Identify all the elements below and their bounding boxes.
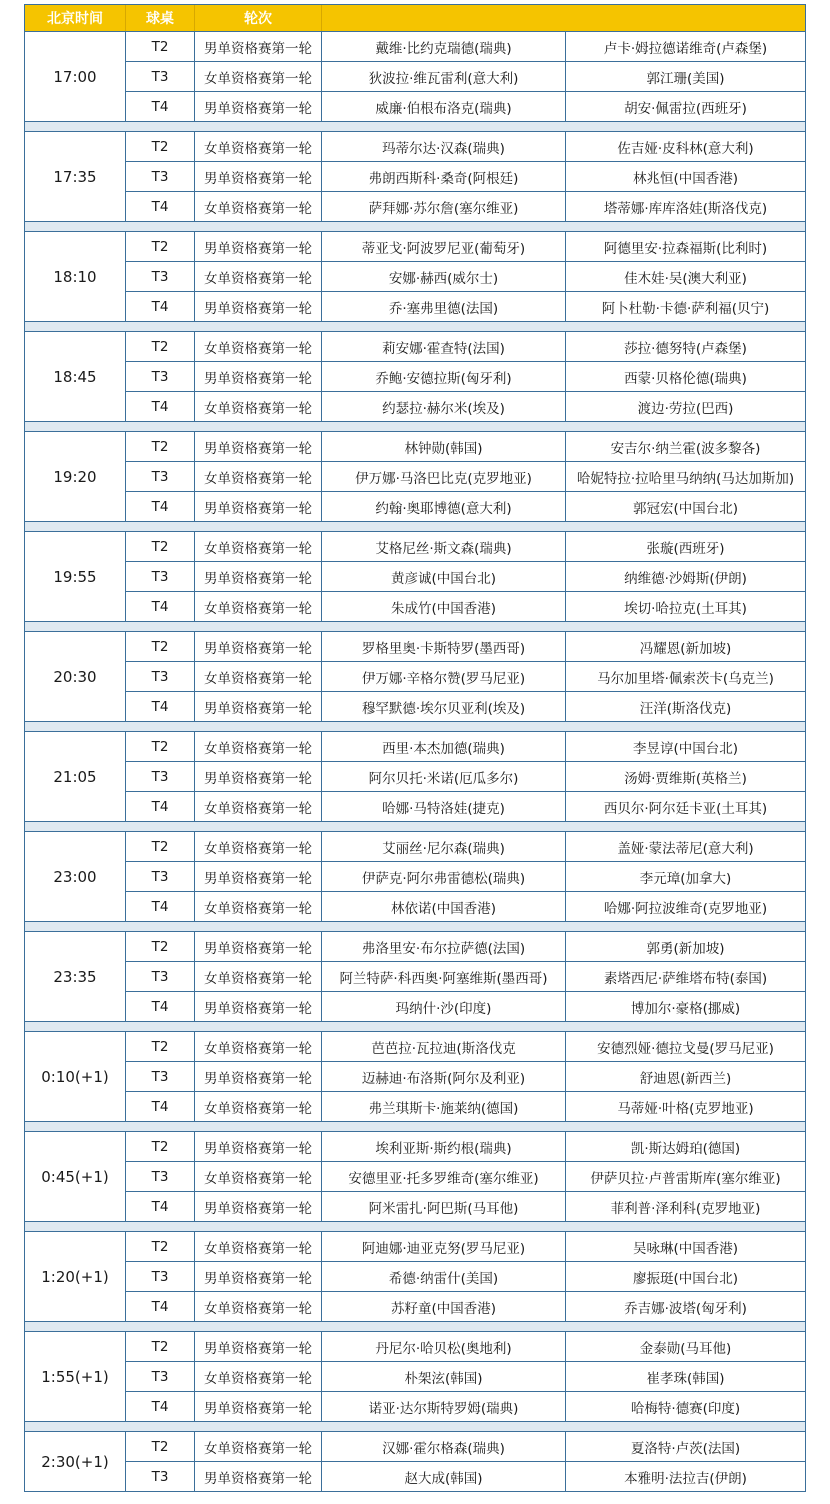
table-row (126, 1292, 805, 1321)
player-two: 夏洛特·卢茨(法国) (630, 1440, 741, 1457)
player-two: 郭江珊(美国) (646, 70, 725, 87)
player-one: 威廉·伯根布洛克(瑞典) (322, 92, 566, 121)
table-row (126, 662, 805, 692)
table-body (24, 31, 806, 1492)
court: T2 (126, 32, 195, 61)
table-row (126, 32, 805, 62)
player-one: 约翰·奥耶博德(意大利) (322, 492, 566, 521)
court: T2 (126, 632, 195, 661)
round: 女单资格赛第一轮 (195, 462, 322, 491)
court: T3 (126, 62, 195, 91)
table-row (126, 1032, 805, 1062)
court: T4 (126, 592, 195, 621)
player-two: 佳木娃·吴(澳大利亚) (624, 270, 747, 287)
table-row (126, 892, 805, 921)
court: T2 (126, 532, 195, 561)
table-row (126, 532, 805, 562)
round: 女单资格赛第一轮 (195, 832, 322, 861)
table-row (126, 1432, 805, 1462)
beijing-time: 21:05 (25, 732, 126, 821)
table-row (126, 1232, 805, 1262)
player-two: 本雅明·法拉吉(伊朗) (624, 1470, 747, 1487)
beijing-time: 20:30 (25, 632, 126, 721)
round: 女单资格赛第一轮 (195, 532, 322, 561)
player-one: 林依诺(中国香港) (322, 892, 566, 921)
table-row (126, 1062, 805, 1092)
court: T4 (126, 392, 195, 421)
court: T2 (126, 732, 195, 761)
player-two: 素塔西尼·萨维塔布特(泰国) (603, 970, 768, 987)
player-one: 黄彦诚(中国台北) (322, 562, 566, 591)
round: 男单资格赛第一轮 (195, 762, 322, 791)
player-one: 乔鲍·安德拉斯(匈牙利) (322, 362, 566, 391)
court: T3 (126, 862, 195, 891)
table-row (126, 392, 805, 421)
round: 女单资格赛第一轮 (195, 662, 322, 691)
player-two: 安吉尔·纳兰霍(波多黎各) (610, 440, 761, 457)
round: 男单资格赛第一轮 (195, 1192, 322, 1221)
court: T3 (126, 1062, 195, 1091)
player-two: 马尔加里塔·佩索茨卡(乌克兰) (597, 670, 774, 687)
player-two: 哈娜·阿拉波维奇(克罗地亚) (603, 900, 768, 917)
table-row (126, 1162, 805, 1192)
player-one: 赵大成(韩国) (322, 1462, 566, 1491)
player-one: 林钟勋(韩国) (322, 432, 566, 461)
round: 女单资格赛第一轮 (195, 192, 322, 221)
round: 女单资格赛第一轮 (195, 592, 322, 621)
block-separator (24, 1422, 806, 1431)
round: 男单资格赛第一轮 (195, 32, 322, 61)
round: 男单资格赛第一轮 (195, 362, 322, 391)
player-one: 狄波拉·维瓦雷利(意大利) (322, 62, 566, 91)
round: 男单资格赛第一轮 (195, 1262, 322, 1291)
court: T2 (126, 1432, 195, 1461)
time-block (24, 1031, 806, 1122)
court: T2 (126, 832, 195, 861)
court: T4 (126, 492, 195, 521)
player-two: 冯耀恩(新加坡) (639, 640, 732, 657)
court: T4 (126, 1092, 195, 1121)
round: 女单资格赛第一轮 (195, 62, 322, 91)
player-two: 渡边·劳拉(巴西) (637, 400, 734, 417)
round: 女单资格赛第一轮 (195, 1292, 322, 1321)
table-row (126, 192, 805, 221)
player-one: 伊万娜·马洛巴比克(克罗地亚) (322, 462, 566, 491)
court: T2 (126, 432, 195, 461)
block-separator (24, 722, 806, 731)
table-row (126, 1392, 805, 1421)
player-one: 阿尔贝托·米诺(厄瓜多尔) (322, 762, 566, 791)
player-two: 安德烈娅·德拉戈曼(罗马尼亚) (597, 1040, 774, 1057)
round: 女单资格赛第一轮 (195, 1092, 322, 1121)
round: 男单资格赛第一轮 (195, 232, 322, 261)
time-block (24, 631, 806, 722)
beijing-time: 23:35 (25, 932, 126, 1021)
player-two: 崔孝珠(韩国) (646, 1370, 725, 1387)
table-row (126, 832, 805, 862)
player-one: 穆罕默德·埃尔贝亚利(埃及) (322, 692, 566, 721)
table-row (126, 592, 805, 621)
player-two: 盖娅·蒙法蒂尼(意大利) (617, 840, 754, 857)
round: 男单资格赛第一轮 (195, 992, 322, 1021)
player-one: 艾丽丝·尼尔森(瑞典) (322, 832, 566, 861)
header-round: 轮次 (195, 5, 322, 31)
block-separator (24, 422, 806, 431)
player-two: 李昱谆(中国台北) (632, 740, 739, 757)
court: T4 (126, 692, 195, 721)
player-two: 哈妮特拉·拉哈里马纳纳(马达加斯加) (576, 470, 795, 487)
time-block (24, 1231, 806, 1322)
player-one: 乔·塞弗里德(法国) (322, 292, 566, 321)
player-two: 胡安·佩雷拉(西班牙) (624, 100, 747, 117)
player-one: 弗朗西斯科·桑奇(阿根廷) (322, 162, 566, 191)
time-block (24, 131, 806, 222)
block-separator (24, 522, 806, 531)
table-header (24, 4, 806, 31)
round: 男单资格赛第一轮 (195, 632, 322, 661)
player-one: 苏籽童(中国香港) (322, 1292, 566, 1321)
time-block (24, 331, 806, 422)
round: 男单资格赛第一轮 (195, 562, 322, 591)
table-row (126, 92, 805, 121)
beijing-time: 23:00 (25, 832, 126, 921)
table-row (126, 362, 805, 392)
round: 女单资格赛第一轮 (195, 1032, 322, 1061)
table-row (126, 492, 805, 521)
table-row (126, 732, 805, 762)
table-row (126, 1332, 805, 1362)
beijing-time: 0:45(+1) (25, 1132, 126, 1221)
round: 女单资格赛第一轮 (195, 1362, 322, 1391)
round: 男单资格赛第一轮 (195, 432, 322, 461)
block-separator (24, 922, 806, 931)
time-block (24, 231, 806, 322)
court: T3 (126, 162, 195, 191)
block-separator (24, 1322, 806, 1331)
table-row (126, 1092, 805, 1121)
table-row (126, 632, 805, 662)
table-row (126, 862, 805, 892)
round: 女单资格赛第一轮 (195, 1232, 322, 1261)
round: 男单资格赛第一轮 (195, 1132, 322, 1161)
schedule-table (24, 4, 806, 1492)
beijing-time: 1:20(+1) (25, 1232, 126, 1321)
player-two: 金泰勋(马耳他) (639, 1340, 732, 1357)
round: 男单资格赛第一轮 (195, 932, 322, 961)
player-one: 埃利亚斯·斯约根(瑞典) (322, 1132, 566, 1161)
player-two: 纳维德·沙姆斯(伊朗) (624, 570, 747, 587)
time-block (24, 831, 806, 922)
block-separator (24, 122, 806, 131)
player-one: 玛纳什·沙(印度) (322, 992, 566, 1021)
court: T2 (126, 132, 195, 161)
player-two: 廖振珽(中国台北) (632, 1270, 739, 1287)
round: 女单资格赛第一轮 (195, 732, 322, 761)
table-row (126, 762, 805, 792)
court: T3 (126, 1262, 195, 1291)
block-separator (24, 1222, 806, 1231)
beijing-time: 18:45 (25, 332, 126, 421)
player-two: 乔吉娜·波塔(匈牙利) (624, 1300, 747, 1317)
round: 男单资格赛第一轮 (195, 162, 322, 191)
block-separator (24, 622, 806, 631)
header-time: 北京时间 (25, 5, 126, 31)
table-row (126, 292, 805, 321)
court: T4 (126, 192, 195, 221)
player-one: 艾格尼丝·斯文森(瑞典) (322, 532, 566, 561)
round: 女单资格赛第一轮 (195, 892, 322, 921)
court: T3 (126, 262, 195, 291)
block-separator (24, 1122, 806, 1131)
player-one: 安娜·赫西(威尔士) (322, 262, 566, 291)
player-one: 莉安娜·霍查特(法国) (322, 332, 566, 361)
block-separator (24, 322, 806, 331)
player-one: 希德·纳雷什(美国) (322, 1262, 566, 1291)
time-block (24, 31, 806, 122)
player-two: 博加尔·豪格(挪威) (630, 1000, 741, 1017)
round: 男单资格赛第一轮 (195, 862, 322, 891)
table-row (126, 62, 805, 92)
table-row (126, 162, 805, 192)
player-one: 汉娜·霍尔格森(瑞典) (322, 1432, 566, 1461)
court: T3 (126, 1162, 195, 1191)
player-one: 朴架泫(韩国) (322, 1362, 566, 1391)
player-one: 伊萨克·阿尔弗雷德松(瑞典) (322, 862, 566, 891)
player-one: 伊万娜·辛格尔赞(罗马尼亚) (322, 662, 566, 691)
player-one: 迈赫迪·布洛斯(阿尔及利亚) (322, 1062, 566, 1091)
block-separator (24, 222, 806, 231)
player-one: 哈娜·马特洛娃(捷克) (322, 792, 566, 821)
court: T2 (126, 1032, 195, 1061)
player-one: 戴维·比约克瑞德(瑞典) (322, 32, 566, 61)
table-row (126, 462, 805, 492)
player-two: 马蒂娅·叶格(克罗地亚) (617, 1100, 754, 1117)
round: 女单资格赛第一轮 (195, 1432, 322, 1461)
round: 女单资格赛第一轮 (195, 792, 322, 821)
beijing-time: 17:35 (25, 132, 126, 221)
court: T2 (126, 332, 195, 361)
time-block (24, 431, 806, 522)
player-one: 芭芭拉·瓦拉迪(斯洛伐克 (322, 1032, 566, 1061)
player-two: 郭冠宏(中国台北) (632, 500, 739, 517)
player-one: 约瑟拉·赫尔米(埃及) (322, 392, 566, 421)
block-separator (24, 1022, 806, 1031)
court: T4 (126, 892, 195, 921)
court: T4 (126, 1392, 195, 1421)
round: 男单资格赛第一轮 (195, 1392, 322, 1421)
table-row (126, 232, 805, 262)
player-two: 哈梅特·德赛(印度) (630, 1400, 741, 1417)
time-block (24, 531, 806, 622)
player-two: 菲利普·泽利科(克罗地亚) (610, 1200, 761, 1217)
beijing-time: 17:00 (25, 32, 126, 121)
court: T4 (126, 92, 195, 121)
beijing-time: 1:55(+1) (25, 1332, 126, 1421)
player-two: 林兆恒(中国香港) (632, 170, 739, 187)
player-one: 西里·本杰加德(瑞典) (322, 732, 566, 761)
player-one: 玛蒂尔达·汉森(瑞典) (322, 132, 566, 161)
table-row (126, 132, 805, 162)
beijing-time: 0:10(+1) (25, 1032, 126, 1121)
time-block (24, 931, 806, 1022)
table-row (126, 1362, 805, 1392)
player-two: 舒迪恩(新西兰) (639, 1070, 732, 1087)
round: 男单资格赛第一轮 (195, 1062, 322, 1091)
player-one: 阿米雷扎·阿巴斯(马耳他) (322, 1192, 566, 1221)
player-one: 阿兰特萨·科西奥·阿塞维斯(墨西哥) (322, 962, 566, 991)
round: 男单资格赛第一轮 (195, 92, 322, 121)
court: T2 (126, 232, 195, 261)
table-row (126, 262, 805, 292)
round: 女单资格赛第一轮 (195, 962, 322, 991)
player-one: 弗洛里安·布尔拉萨德(法国) (322, 932, 566, 961)
player-one: 诺亚·达尔斯特罗姆(瑞典) (322, 1392, 566, 1421)
player-two: 塔蒂娜·库库洛娃(斯洛伐克) (603, 200, 768, 217)
beijing-time: 2:30(+1) (25, 1432, 126, 1491)
beijing-time: 19:20 (25, 432, 126, 521)
court: T4 (126, 1292, 195, 1321)
court: T3 (126, 762, 195, 791)
court: T2 (126, 1232, 195, 1261)
player-two: 阿卜杜勒·卡德·萨利福(贝宁) (601, 300, 770, 317)
table-row (126, 1262, 805, 1292)
table-row (126, 1192, 805, 1221)
player-one: 弗兰琪斯卡·施莱纳(德国) (322, 1092, 566, 1121)
player-two: 埃切·哈拉克(土耳其) (624, 600, 747, 617)
round: 男单资格赛第一轮 (195, 492, 322, 521)
player-two: 佐吉娅·皮科林(意大利) (617, 140, 754, 157)
player-two: 凯·斯达姆珀(德国) (630, 1140, 741, 1157)
player-two: 西贝尔·阿尔廷卡亚(土耳其) (603, 800, 768, 817)
header-match (322, 5, 805, 31)
table-row (126, 932, 805, 962)
player-two: 张璇(西班牙) (646, 540, 725, 557)
court: T3 (126, 962, 195, 991)
court: T3 (126, 662, 195, 691)
player-one: 阿迪娜·迪亚克努(罗马尼亚) (322, 1232, 566, 1261)
player-two: 阿德里安·拉森福斯(比利时) (603, 240, 768, 257)
court: T4 (126, 1192, 195, 1221)
player-one: 罗格里奥·卡斯特罗(墨西哥) (322, 632, 566, 661)
court: T4 (126, 792, 195, 821)
round: 女单资格赛第一轮 (195, 332, 322, 361)
round: 男单资格赛第一轮 (195, 1462, 322, 1491)
court: T3 (126, 462, 195, 491)
round: 女单资格赛第一轮 (195, 392, 322, 421)
court: T3 (126, 1362, 195, 1391)
court: T4 (126, 992, 195, 1021)
round: 女单资格赛第一轮 (195, 262, 322, 291)
court: T3 (126, 562, 195, 591)
block-separator (24, 822, 806, 831)
round: 男单资格赛第一轮 (195, 292, 322, 321)
round: 女单资格赛第一轮 (195, 1162, 322, 1191)
round: 男单资格赛第一轮 (195, 1332, 322, 1361)
player-two: 卢卡·姆拉德诺维奇(卢森堡) (603, 40, 768, 57)
table-row (126, 1462, 805, 1491)
player-two: 西蒙·贝格伦德(瑞典) (624, 370, 747, 387)
court: T3 (126, 362, 195, 391)
header-court: 球桌 (126, 5, 195, 31)
round: 女单资格赛第一轮 (195, 132, 322, 161)
table-row (126, 692, 805, 721)
table-row (126, 992, 805, 1021)
time-block (24, 731, 806, 822)
player-two: 汪洋(斯洛伐克) (639, 700, 732, 717)
table-row (126, 1132, 805, 1162)
player-one: 蒂亚戈·阿波罗尼亚(葡萄牙) (322, 232, 566, 261)
time-block (24, 1331, 806, 1422)
player-two: 汤姆·贾维斯(英格兰) (624, 770, 747, 787)
player-two: 郭勇(新加坡) (646, 940, 725, 957)
player-two: 莎拉·德努特(卢森堡) (624, 340, 747, 357)
table-row (126, 962, 805, 992)
table-row (126, 562, 805, 592)
court: T2 (126, 932, 195, 961)
player-one: 安德里亚·托多罗维奇(塞尔维亚) (322, 1162, 566, 1191)
court: T4 (126, 292, 195, 321)
player-two: 吴咏琳(中国香港) (632, 1240, 739, 1257)
round: 男单资格赛第一轮 (195, 692, 322, 721)
player-one: 朱成竹(中国香港) (322, 592, 566, 621)
court: T2 (126, 1332, 195, 1361)
player-one: 萨拜娜·苏尔詹(塞尔维亚) (322, 192, 566, 221)
court: T3 (126, 1462, 195, 1491)
time-block (24, 1431, 806, 1492)
beijing-time: 18:10 (25, 232, 126, 321)
table-row (126, 432, 805, 462)
player-one: 丹尼尔·哈贝松(奥地利) (322, 1332, 566, 1361)
time-block (24, 1131, 806, 1222)
court: T2 (126, 1132, 195, 1161)
table-row (126, 332, 805, 362)
beijing-time: 19:55 (25, 532, 126, 621)
table-row (126, 792, 805, 821)
player-two: 伊萨贝拉·卢普雷斯库(塞尔维亚) (590, 1170, 781, 1187)
player-two: 李元璋(加拿大) (639, 870, 732, 887)
